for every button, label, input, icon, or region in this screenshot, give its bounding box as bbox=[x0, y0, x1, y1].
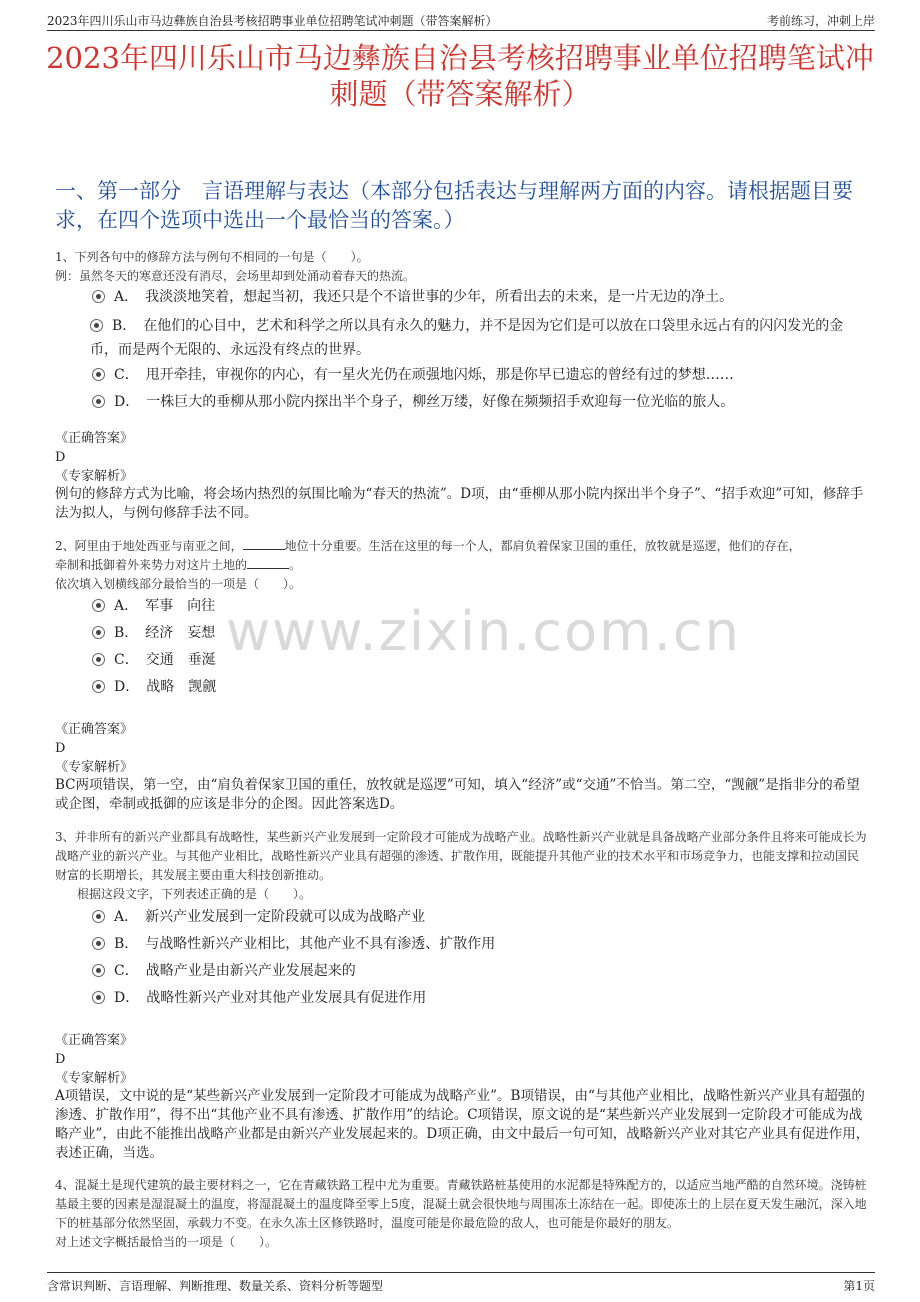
option-d[interactable] bbox=[92, 985, 865, 1012]
option-a[interactable] bbox=[92, 593, 865, 620]
stem-part: 。 bbox=[289, 558, 302, 572]
option-text: B． 在他们的心目中，艺术和科学之所以具有永久的魅力，并不是因为它们是可以放在口袋里永远占有的闪闪发光的金币，而是两个无限的、永远没有终点的世界。 bbox=[90, 318, 844, 358]
question-stem: 4、混凝土是现代建筑的最主要材料之一，它在青藏铁路工程中尤为重要。青藏铁路桩基使用的水泥都是特殊配方的，以适应当地严酷的自然环境。浇铸桩基最主要的因素是湿混凝土的温度，将湿混凝土的温度降至零上5度，混凝土就会很快地与周围冻土冻结在一起。即使冻土的上层在夏天发生融沉，深入地下的桩基部分依然坚固，承载力不变。在永久冻土区修铁路时，温度可能是你最危险的敌人，也可能是你最好的朋友。 bbox=[55, 1178, 867, 1230]
page-number: 第1页 bbox=[843, 1279, 875, 1293]
option-b[interactable] bbox=[92, 931, 865, 958]
option-c[interactable] bbox=[92, 362, 865, 389]
question-example: 例：虽然冬天的寒意还没有消尽，会场里却到处涌动着春天的热流。 bbox=[55, 269, 416, 283]
question-stem: 1、下列各句中的修辞方法与例句不相同的一句是（ ）。 bbox=[55, 250, 369, 264]
stem-part: 地位十分重要。生活在这里的每一个人，都肩负着保家卫国的重任，放牧就是巡逻，他们的存在， bbox=[284, 539, 801, 553]
option-c[interactable] bbox=[92, 647, 865, 674]
question-2-stem bbox=[55, 537, 868, 594]
header-doc-title: 2023年四川乐山市马边彝族自治县考核招聘事业单位招聘笔试冲刺题（带答案解析） bbox=[47, 14, 498, 28]
radio-icon[interactable] bbox=[92, 395, 105, 408]
option-c[interactable] bbox=[92, 958, 865, 985]
analysis-label: 《专家解析》 bbox=[55, 469, 134, 484]
answer-value: D bbox=[55, 741, 66, 756]
footer-topics: 含常识判断、言语理解、判断推理、数量关系、资料分析等题型 bbox=[47, 1279, 384, 1293]
question-instruction: 对上述文字概括最恰当的一项是（ ）。 bbox=[55, 1235, 278, 1249]
option-b[interactable] bbox=[92, 620, 865, 647]
option-b[interactable] bbox=[90, 311, 865, 362]
option-a[interactable] bbox=[92, 904, 865, 931]
option-text: A． 军事 向往 bbox=[114, 598, 216, 614]
question-2-answer bbox=[55, 720, 870, 777]
option-text: C． 甩开牵挂，审视你的内心，有一星火光仍在顽强地闪烁，那是你早已遗忘的曾经有过的梦想…… bbox=[114, 367, 734, 383]
option-text: D． 战略 觊觎 bbox=[114, 679, 217, 695]
answer-label: 《正确答案》 bbox=[55, 722, 134, 737]
fill-blank bbox=[243, 539, 285, 550]
option-text: C． 战略产业是由新兴产业发展起来的 bbox=[114, 963, 356, 979]
radio-icon[interactable] bbox=[92, 910, 105, 923]
question-3-stem bbox=[55, 828, 868, 904]
option-text: B． 经济 妄想 bbox=[114, 625, 216, 641]
option-text: B． 与战略性新兴产业相比，其他产业不具有渗透、扩散作用 bbox=[114, 936, 496, 952]
radio-icon[interactable] bbox=[92, 991, 105, 1004]
question-1-options bbox=[92, 284, 865, 416]
radio-icon[interactable] bbox=[92, 680, 105, 693]
option-d[interactable] bbox=[92, 389, 865, 416]
radio-icon[interactable] bbox=[92, 626, 105, 639]
question-stem-line bbox=[55, 556, 868, 575]
document-title: 2023年四川乐山市马边彝族自治县考核招聘事业单位招聘笔试冲刺题（带答案解析） bbox=[46, 41, 874, 111]
watermark: www.zixin.com.cn bbox=[226, 600, 741, 663]
question-1-analysis: 例句的修辞方式为比喻，将会场内热烈的氛围比喻为“春天的热流”。D项，由“垂柳从那小院内探出半个身子”、“招手欢迎”可知，修辞手法为拟人，与例句修辞手法不同。 bbox=[55, 486, 864, 521]
answer-value: D bbox=[55, 1052, 66, 1067]
question-2-options bbox=[92, 593, 865, 701]
stem-part: 2、阿里由于地处西亚与南亚之间， bbox=[55, 539, 243, 553]
option-text: A． 新兴产业发展到一定阶段就可以成为战略产业 bbox=[114, 909, 426, 925]
radio-icon[interactable] bbox=[90, 319, 103, 332]
page-footer bbox=[47, 1272, 875, 1295]
question-4-stem bbox=[55, 1176, 868, 1252]
header-slogan: 考前练习，冲刺上岸 bbox=[766, 14, 875, 28]
answer-label: 《正确答案》 bbox=[55, 431, 134, 446]
question-stem bbox=[55, 537, 868, 556]
question-instruction: 根据这段文字，下列表述正确的是（ ）。 bbox=[77, 887, 312, 901]
answer-value: D bbox=[55, 450, 66, 465]
question-2-analysis: BC两项错误，第一空，由“肩负着保家卫国的重任，放牧就是巡逻”可知，填入“经济”或“交通”不恰当。第二空，“觊觎”是指非分的希望或企图，牵制或抵御的应该是非分的企图。因此答案选D。 bbox=[55, 777, 860, 812]
stem-part: 牵制和抵御着外来势力对这片土地的 bbox=[55, 558, 248, 572]
radio-icon[interactable] bbox=[92, 964, 105, 977]
option-text: D． 战略性新兴产业对其他产业发展具有促进作用 bbox=[114, 990, 427, 1006]
fill-blank bbox=[247, 558, 289, 569]
option-d[interactable] bbox=[92, 674, 865, 701]
question-instruction: 依次填入划横线部分最恰当的一项是（ ）。 bbox=[55, 577, 302, 591]
radio-icon[interactable] bbox=[92, 368, 105, 381]
option-a[interactable] bbox=[92, 284, 865, 311]
question-1-answer bbox=[55, 429, 870, 486]
page-header bbox=[47, 10, 875, 31]
analysis-label: 《专家解析》 bbox=[55, 760, 134, 775]
radio-icon[interactable] bbox=[92, 599, 105, 612]
question-3-options bbox=[92, 904, 865, 1012]
section-heading: 一、第一部分 言语理解与表达（本部分包括表达与理解两方面的内容。请根据题目要求，在四个选项中选出一个最恰当的答案。） bbox=[55, 179, 853, 232]
option-text: D． 一株巨大的垂柳从那小院内探出半个身子，柳丝万缕，好像在频频招手欢迎每一位光临的旅人。 bbox=[114, 394, 735, 410]
question-3-answer bbox=[55, 1031, 870, 1088]
radio-icon[interactable] bbox=[92, 937, 105, 950]
question-stem: 3、并非所有的新兴产业都具有战略性，某些新兴产业发展到一定阶段才可能成为战略产业。战略性新兴产业就是具备战略产业部分条件且将来可能成长为战略产业的新兴产业。与其他产业相比，战略性新兴产业具有超强的渗透、扩散作用，既能提升其他产业的技术水平和市场竞争力，也能支撑和拉动国民财富的长期增长，其发展主要由重大科技创新推动。 bbox=[55, 830, 867, 882]
question-1-stem bbox=[55, 248, 868, 286]
radio-icon[interactable] bbox=[92, 653, 105, 666]
answer-label: 《正确答案》 bbox=[55, 1033, 134, 1048]
question-3-analysis: A项错误，文中说的是“某些新兴产业发展到一定阶段才可能成为战略产业”。B项错误，由“与其他产业相比，战略性新兴产业具有超强的渗透、扩散作用”，得不出“其他产业不具有渗透、扩散作用”的结论。C项错误，原文说的是“某些新兴产业发展到一定阶段才可能成为战略产业”，由此不能推出战略产业都是由新兴产业发展起来的。D项正确，由文中最后一句可知，战略新兴产业对其它产业具有促进作用，表述正确，当选。 bbox=[55, 1088, 870, 1161]
option-text: C． 交通 垂涎 bbox=[114, 652, 216, 668]
option-text: A． 我淡淡地笑着，想起当初，我还只是个不谙世事的少年，所看出去的未来，是一片无边的净土。 bbox=[114, 289, 734, 305]
analysis-label: 《专家解析》 bbox=[55, 1071, 134, 1086]
radio-icon[interactable] bbox=[92, 290, 105, 303]
